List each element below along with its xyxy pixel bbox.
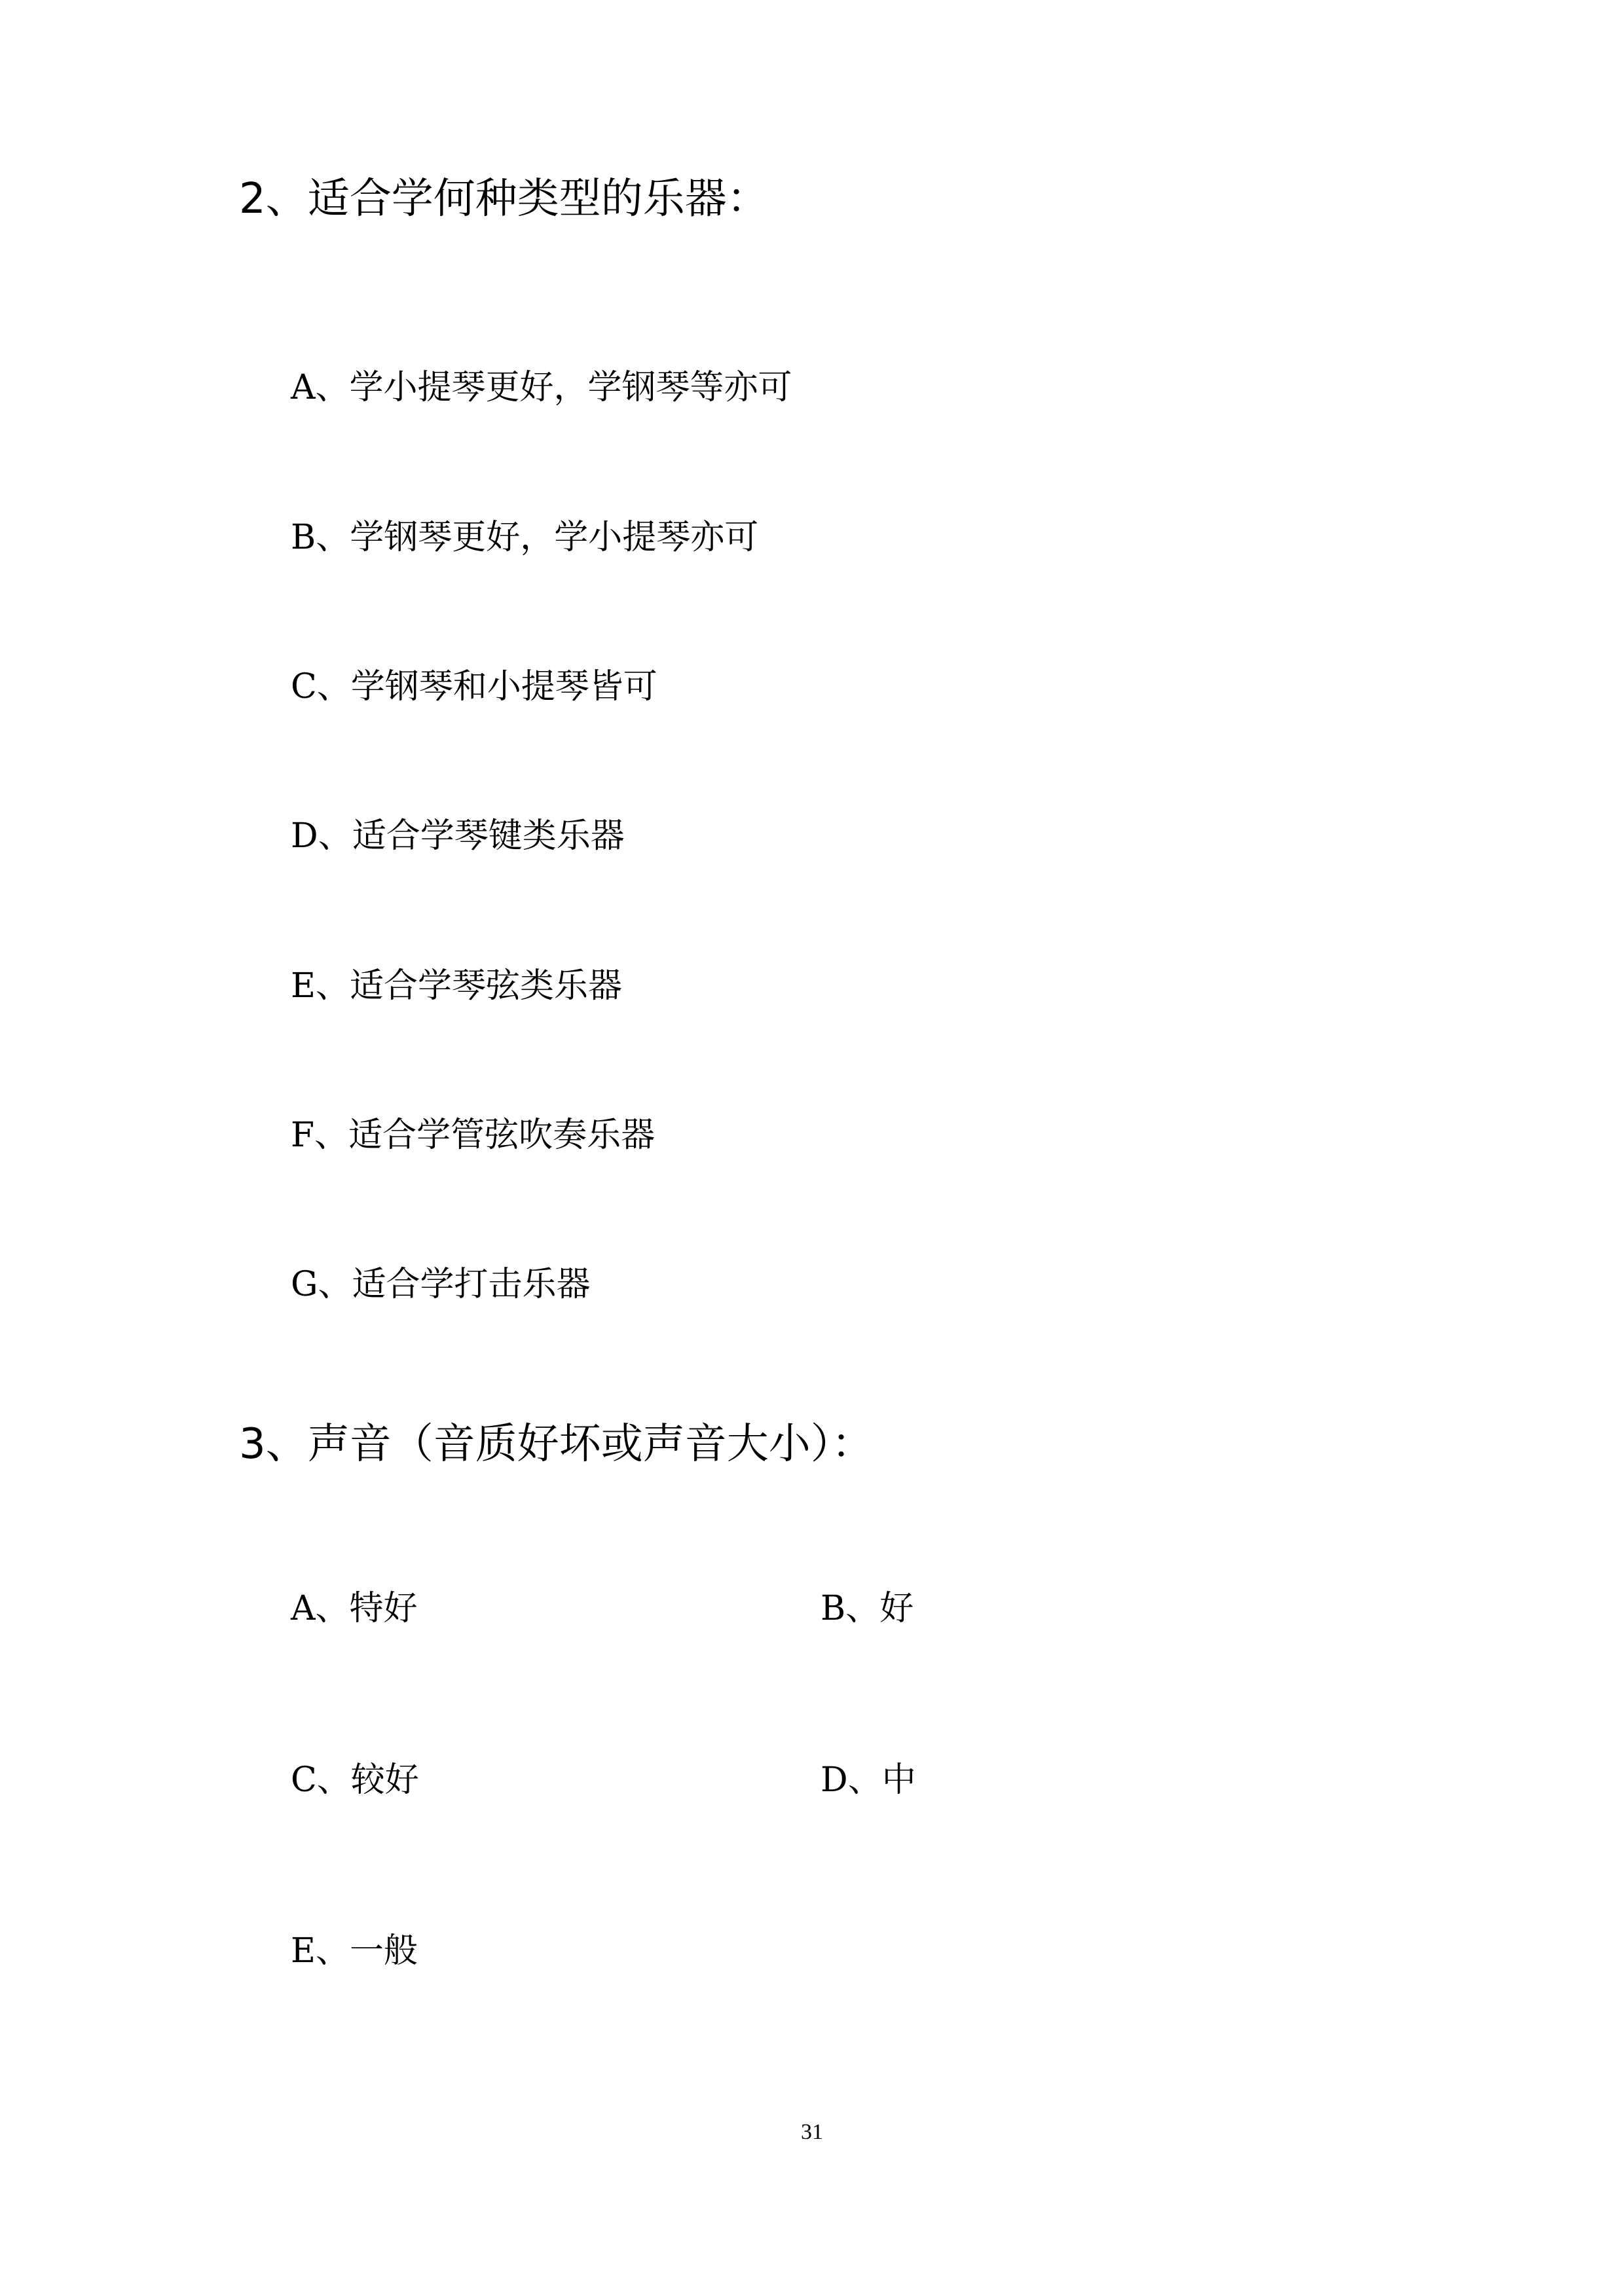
question-2-option-c: C、学钢琴和小提琴皆可 xyxy=(291,667,657,706)
question-2-option-e: E、适合学琴弦类乐器 xyxy=(291,966,622,1006)
question-2-option-a: A、学小提琴更好，学钢琴等亦可 xyxy=(291,368,792,407)
question-2-option-d: D、适合学琴键类乐器 xyxy=(291,816,625,856)
question-3-option-b: B、好 xyxy=(821,1589,914,1628)
question-2-option-f: F、适合学管弦吹奏乐器 xyxy=(291,1116,655,1155)
question-3-option-e: E、一般 xyxy=(291,1931,418,1971)
page-number: 31 xyxy=(801,2120,823,2144)
question-3-heading: 3、声音（音质好坏或声音大小）： xyxy=(239,1420,874,1468)
question-3-option-d: D、中 xyxy=(821,1760,916,1800)
question-2-heading: 2、适合学何种类型的乐器： xyxy=(239,175,769,223)
question-3-option-c: C、较好 xyxy=(291,1760,419,1800)
question-2-option-g: G、适合学打击乐器 xyxy=(291,1265,591,1304)
question-2-option-b: B、学钢琴更好，学小提琴亦可 xyxy=(291,518,759,557)
question-3-option-a: A、特好 xyxy=(291,1589,418,1628)
